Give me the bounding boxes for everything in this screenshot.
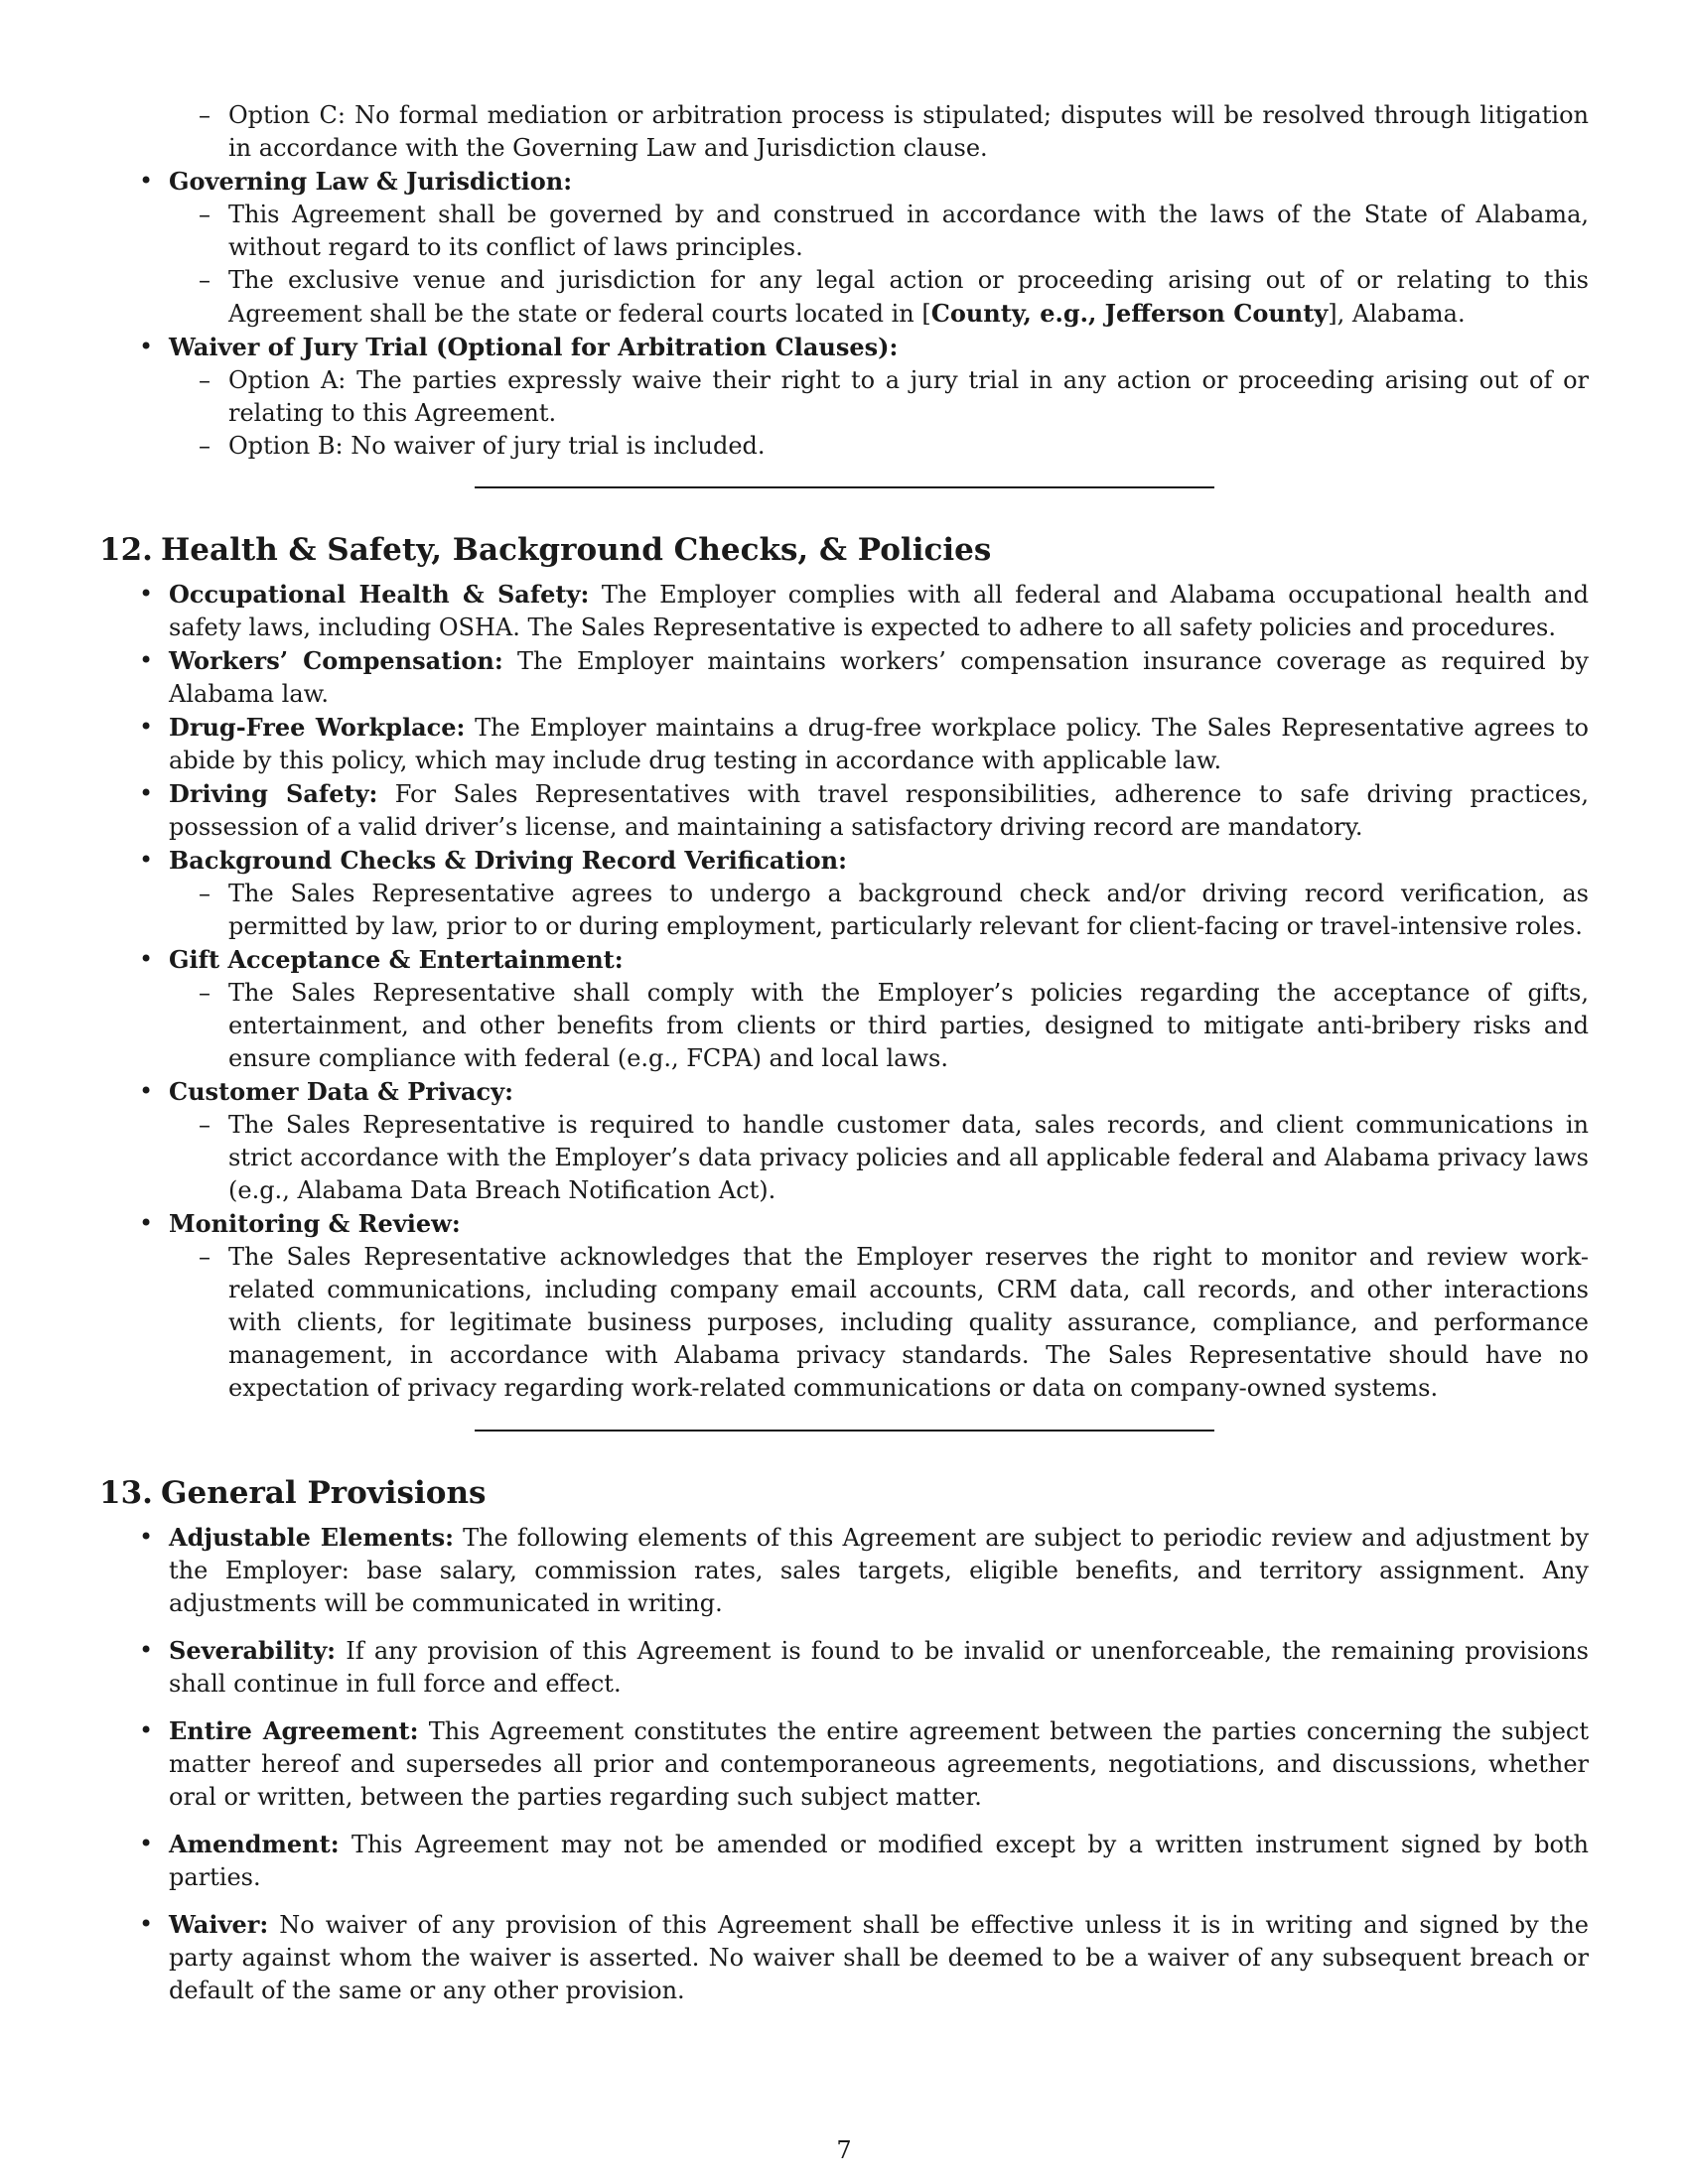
ohs-item <box>99 578 1589 644</box>
monitoring-text: The Sales Representative acknowledges that the Employer reserves the right to monitor and review work-related communications, including company email accounts, CRM data, call records, and other interactions with clients, for legitimate business purposes, including quality assurance, compliance, and performance management, in accordance with Alabama privacy standards. The Sales Representative should have no expectation of privacy regarding work-related communications or data on company-owned systems. <box>228 1243 1589 1402</box>
document-page <box>99 99 1589 2021</box>
ohs-text: The Employer complies with all federal and Alabama occupational health and safety laws, including OSHA. The Sales Representative is expected to adhere to all safety policies and procedures. <box>169 581 1589 641</box>
section-12-list <box>99 578 1589 1405</box>
option-c-item <box>99 99 1589 165</box>
gift-text: The Sales Representative shall comply with the Employer’s policies regarding the acceptance of gifts, entertainment, and other benefits from clients or third parties, designed to mitigate anti-bribery risks and ensure compliance with federal (e.g., FCPA) and local laws. <box>228 979 1589 1072</box>
monitoring-item <box>99 1207 1589 1405</box>
amendment-item <box>99 1828 1589 1894</box>
waiver-item <box>99 1908 1589 2007</box>
workers-comp-text: The Employer maintains workers’ compensation insurance coverage as required by Alabama law. <box>169 647 1589 708</box>
governing-law-title: Governing Law & Jurisdiction: <box>169 167 573 196</box>
governing-law-item <box>99 165 1589 331</box>
venue-county-placeholder: County, e.g., Jefferson County <box>930 299 1329 328</box>
workers-comp-item <box>99 644 1589 711</box>
section-13-list <box>99 1521 1589 2007</box>
adjustable-text: The following elements of this Agreement are subject to periodic review and adjustment by the Employer: base salary, commission rates, sales targets, eligible benefits, and territory assignment. Any adjustments will be communicated in writing. <box>169 1524 1589 1617</box>
gift-label: Gift Acceptance & Entertainment: <box>169 945 624 974</box>
section-12-title: Health & Safety, Background Checks, & Policies <box>161 532 992 568</box>
customer-data-subitem <box>169 1109 1589 1207</box>
option-c-text: Option C: No formal mediation or arbitration process is stipulated; disputes will be resolved through litigation in accordance with the Governing Law and Jurisdiction clause. <box>228 101 1589 162</box>
customer-data-item <box>99 1075 1589 1207</box>
drug-free-text: The Employer maintains a drug-free workplace policy. The Sales Representative agrees to abide by this policy, which may include drug testing in accordance with applicable law. <box>169 714 1590 774</box>
background-check-item <box>99 844 1589 943</box>
waiver-option-a <box>169 364 1589 430</box>
severability-text: If any provision of this Agreement is found to be invalid or unenforceable, the remaining provisions shall continue in full force and effect. <box>169 1637 1589 1698</box>
section-12-number: 12. <box>99 532 153 568</box>
driving-safety-text: For Sales Representatives with travel responsibilities, adherence to safe driving practices, possession of a valid driver’s license, and maintaining a satisfactory driving record are mandatory. <box>169 780 1589 841</box>
entire-agreement-item <box>99 1714 1589 1814</box>
section-13-title: General Provisions <box>161 1475 487 1511</box>
waiver-jury-title: Waiver of Jury Trial (Optional for Arbitration Clauses): <box>169 333 899 361</box>
driving-safety-item <box>99 777 1589 844</box>
waiver-option-a-text: Option A: The parties expressly waive their right to a jury trial in any action or proceeding arising out of or relating to this Agreement. <box>228 366 1589 427</box>
entire-agreement-label: Entire Agreement: <box>169 1716 419 1745</box>
amendment-label: Amendment: <box>169 1830 340 1858</box>
drug-free-label: Drug-Free Workplace: <box>169 713 466 742</box>
waiver-text: No waiver of any provision of this Agreement shall be effective unless it is in writing and signed by the party against whom the waiver is asserted. No waiver shall be deemed to be a waiver of any subsequent breach or default of the same or any other provision. <box>169 1911 1589 2004</box>
background-check-subitem <box>169 878 1589 943</box>
section-13-heading <box>99 1473 1589 1513</box>
drug-free-item <box>99 711 1589 777</box>
option-c-container <box>99 99 1589 165</box>
driving-safety-label: Driving Safety: <box>169 779 378 808</box>
workers-comp-label: Workers’ Compensation: <box>169 646 503 675</box>
monitoring-label: Monitoring & Review: <box>169 1209 461 1238</box>
ohs-label: Occupational Health & Safety: <box>169 580 590 609</box>
venue-text-post: ], Alabama. <box>1328 300 1466 328</box>
amendment-text: This Agreement may not be amended or modified except by a written instrument signed by both parties. <box>169 1831 1589 1891</box>
adjustable-label: Adjustable Elements: <box>169 1523 454 1552</box>
governing-law-text: This Agreement shall be governed by and construed in accordance with the laws of the State of Alabama, without regard to its conflict of laws principles. <box>228 201 1589 261</box>
waiver-jury-item <box>99 331 1589 463</box>
waiver-option-b-text: Option B: No waiver of jury trial is included. <box>228 432 766 460</box>
severability-item <box>99 1634 1589 1701</box>
section-13-number: 13. <box>99 1475 153 1511</box>
page-number: 7 <box>836 2136 852 2164</box>
venue-subitem <box>169 264 1589 331</box>
venue-text-pre: The exclusive venue and jurisdiction for any legal action or proceeding arising out of or relating to this Agreement shall be the state or federal courts located in [ <box>228 266 1589 328</box>
severability-label: Severability: <box>169 1636 337 1665</box>
customer-data-text: The Sales Representative is required to handle customer data, sales records, and client communications in strict accordance with the Employer’s data privacy policies and all applicable federal and Alabama privacy laws (e.g., Alabama Data Breach Notification Act). <box>228 1111 1589 1204</box>
waiver-option-b <box>169 430 1589 463</box>
top-list <box>99 99 1589 165</box>
governing-law-subitem <box>169 199 1589 264</box>
gift-item <box>99 943 1589 1075</box>
customer-data-label: Customer Data & Privacy: <box>169 1077 513 1106</box>
gift-subitem <box>169 977 1589 1075</box>
adjustable-item <box>99 1521 1589 1620</box>
entire-agreement-text: This Agreement constitutes the entire agreement between the parties concerning the subject matter hereof and supersedes all prior and contemporaneous agreements, negotiations, and discussions, whether oral or written, between the parties regarding such subject matter. <box>169 1717 1590 1811</box>
governing-list <box>99 165 1589 463</box>
background-check-label: Background Checks & Driving Record Verification: <box>169 846 847 875</box>
monitoring-subitem <box>169 1241 1589 1405</box>
section-12-heading <box>99 530 1589 570</box>
waiver-label: Waiver: <box>169 1910 269 1939</box>
background-check-text: The Sales Representative agrees to undergo a background check and/or driving record verification, as permitted by law, prior to or during employment, particularly relevant for client-facing or travel-intensive roles. <box>228 880 1589 940</box>
